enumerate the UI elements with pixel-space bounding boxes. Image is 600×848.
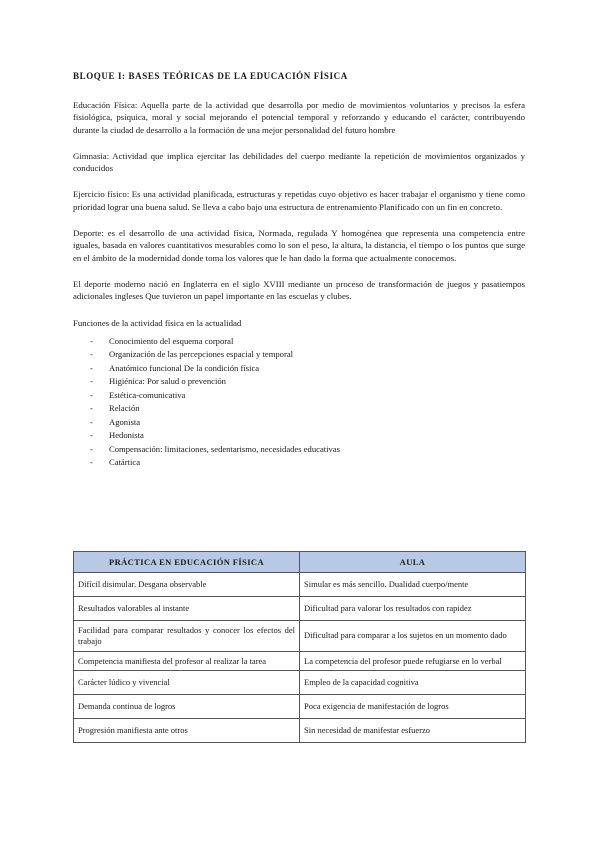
table-cell: Facilidad para comparar resultados y conocer los efectos del trabajo (74, 621, 300, 652)
table-cell: Competencia manifiesta del profesor al realizar la tarea (74, 651, 300, 671)
paragraph-ejercicio-fisico: Ejercicio físico: Es una actividad planificada, estructuras y repetidas cuyo objetivo es hacer trabajar el organismo y tiene como prioridad lograr una buena salud. Se lleva a cabo bajo una estructura de entrenamiento Planificado con un fin en concreto. (73, 189, 525, 212)
paragraph-funciones-intro: Funciones de la actividad física en la actualidad (73, 317, 242, 328)
table-row (74, 695, 526, 719)
table-cell: Simular es más sencillo. Dualidad cuerpo/mente (300, 573, 526, 597)
header-practica: PRÁCTICA EN EDUCACIÓN FÍSICA (74, 552, 300, 573)
comparison-table (73, 551, 526, 743)
paragraph-educacion-fisica: Educación Física: Aquella parte de la actividad que desarrolla por medio de movimientos voluntarios y precisos la esfera fisiológica, psíquica, moral y social mejorando el potencial temporal y reforzando y educando el carácter, contribuyendo durante la ciudad de desarrollo a la formación de una mejor personalidad del futuro hombre (73, 100, 525, 135)
table-cell: Dificultad para comparar a los sujetos en un momento dado (300, 621, 526, 652)
page-title: BLOQUE I: BASES TEÓRICAS DE LA EDUCACIÓN FÍSICA (73, 71, 348, 81)
table-row (74, 651, 526, 671)
table-cell: Sin necesidad de manifestar esfuerzo (300, 719, 526, 743)
table-cell: Difícil disimular. Desgana observable (74, 573, 300, 597)
funciones-list (73, 335, 525, 470)
list-item: - Higiénica: Por salud o prevención (90, 376, 226, 387)
table-cell: Demanda continua de logros (74, 695, 300, 719)
table-cell: Empleo de la capacidad cognitiva (300, 671, 526, 695)
table-row (74, 573, 526, 597)
table-cell: La competencia del profesor puede refugiarse en lo verbal (300, 651, 526, 671)
list-item: - Anatómico funcional De la condición física (90, 362, 260, 373)
table-cell: Progresión manifiesta ante otros (74, 719, 300, 743)
list-item: - Agonista (90, 416, 141, 427)
list-item: - Conocimiento del esquema corporal (90, 335, 234, 346)
table-row (74, 621, 526, 652)
list-item: - Catártica (90, 457, 141, 468)
list-item: - Organización de las percepciones espacial y temporal (90, 349, 294, 360)
list-item: - Compensación: limitaciones, sedentarismo, necesidades educativas (90, 443, 341, 454)
header-aula: AULA (300, 552, 526, 573)
paragraph-gimnasia: Gimnasia: Actividad que implica ejercitar las debilidades del cuerpo mediante la repetición de movimientos organizados y conducidos (73, 150, 525, 174)
table-cell: Carácter lúdico y vivencial (74, 671, 300, 695)
paragraph-deporte-moderno: El deporte moderno nació en Inglaterra en el siglo XVIII mediante un proceso de transformación de juegos y pasatiempos adicionales ingleses Que tuvieron un papel importante en las escuelas y clubes. (73, 278, 525, 302)
table-row (74, 597, 526, 621)
table-header-row (74, 552, 526, 573)
list-item: - Relación (90, 403, 140, 414)
paragraph-deporte: Deporte: es el desarrollo de una actividad física, Normada, regulada Y homogénea que representa una competencia entre iguales, basada en valores cuantitativos mesurables como lo son el peso, la altura, la distancia, el tiempo o los puntos que surge en el ámbito de la modernidad donde toma los valores que le han dado la forma que actualmente conocemos. (73, 228, 525, 263)
table-cell: Resultados valorables al instante (74, 597, 300, 621)
table-row (74, 719, 526, 743)
document-body (73, 70, 525, 470)
table-cell: Poca exigencia de manifestación de logros (300, 695, 526, 719)
table-cell: Dificultad para valorar los resultados con rapidez (300, 597, 526, 621)
table-row (74, 671, 526, 695)
list-item: - Hedonista (90, 430, 144, 441)
list-item: - Estética-comunicativa (90, 389, 186, 400)
